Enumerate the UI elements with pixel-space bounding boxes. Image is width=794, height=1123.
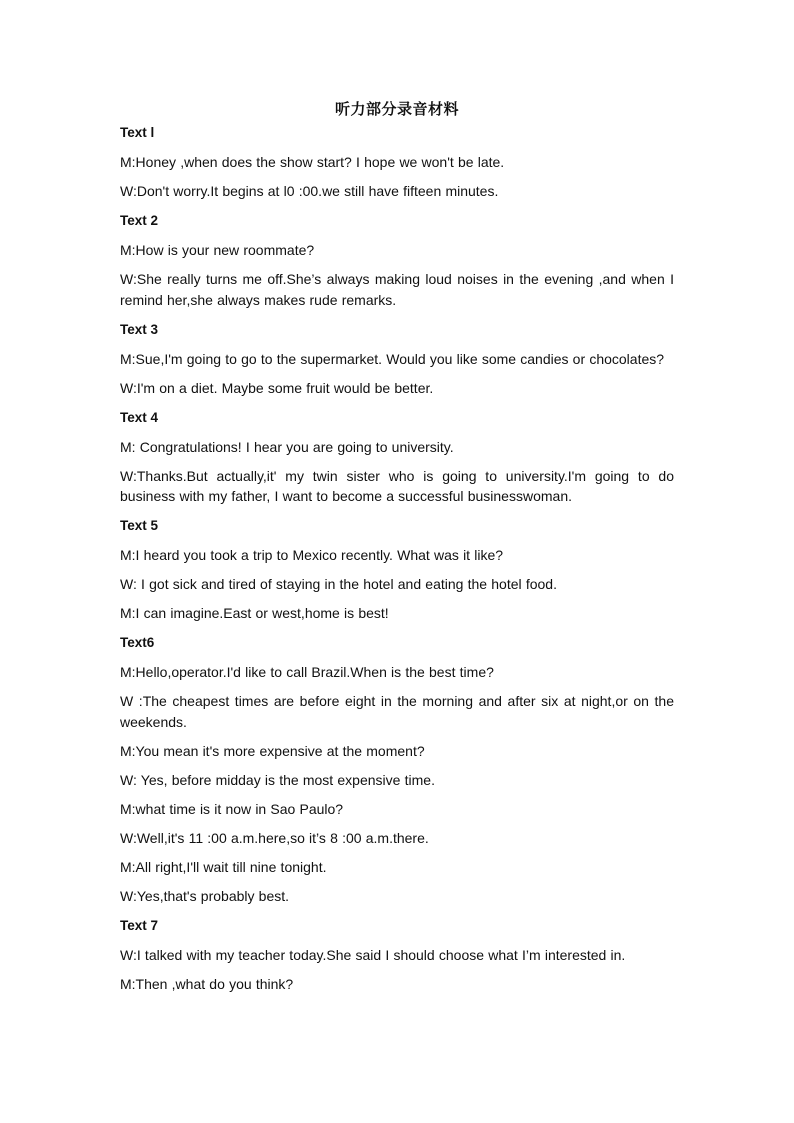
- dialogue-line: W:She really turns me off.She’s always making loud noises in the evening ,and when I remind her,she always makes rude remarks.: [120, 271, 674, 308]
- dialogue-line: W:Don't worry.It begins at l0 :00.we still have fifteen minutes.: [120, 183, 499, 199]
- dialogue-line: W:Yes,that's probably best.: [120, 887, 290, 904]
- dialogue-line: W: I got sick and tired of staying in the hotel and eating the hotel food.: [120, 576, 557, 592]
- dialogue-line: W:I talked with my teacher today.She said I should choose what I’m interested in.: [120, 946, 626, 963]
- document-title: 听力部分录音材料: [334, 100, 459, 118]
- dialogue-line: M:You mean it's more expensive at the moment?: [120, 742, 425, 759]
- section-heading: Text6: [120, 635, 155, 650]
- dialogue-line: W: Yes, before midday is the most expensive time.: [120, 771, 435, 788]
- dialogue-line: M:Then ,what do you think?: [120, 975, 294, 992]
- dialogue-line: M:what time is it now in Sao Paulo?: [120, 800, 344, 817]
- dialogue-line: M: Congratulations! I hear you are going to university.: [120, 438, 454, 455]
- section-heading: Text 4: [120, 409, 159, 425]
- section-heading: Text l: [120, 125, 155, 140]
- dialogue-line: W:I'm on a diet. Maybe some fruit would be better.: [120, 379, 434, 396]
- transcript-body: [120, 122, 674, 1003]
- dialogue-line: M:I heard you took a trip to Mexico recently. What was it like?: [120, 547, 504, 563]
- dialogue-line: W :The cheapest times are before eight in the morning and after six at night,or on the weekends.: [120, 693, 674, 730]
- dialogue-line: M:I can imagine.East or west,home is best!: [120, 605, 389, 621]
- dialogue-line: M:Honey ,when does the show start? I hope we won't be late.: [120, 154, 505, 170]
- section-heading: Text 3: [120, 321, 159, 337]
- section-heading: Text 2: [120, 213, 159, 228]
- dialogue-line: M:How is your new roommate?: [120, 242, 315, 258]
- dialogue-line: W:Well,it's 11 :00 a.m.here,so it’s 8 :00 a.m.there.: [120, 829, 429, 846]
- dialogue-line: M:Hello,operator.I'd like to call Brazil.When is the best time?: [120, 664, 494, 680]
- section-heading: Text 7: [120, 917, 159, 933]
- dialogue-line: M:All right,I'll wait till nine tonight.: [120, 858, 327, 875]
- dialogue-line: W:Thanks.But actually,it' my twin sister who is going to university.I'm going to do business with my father, I want to become a successful businesswoman.: [120, 467, 674, 504]
- dialogue-line: M:Sue,I'm going to go to the supermarket. Would you like some candies or chocolates?: [120, 350, 665, 367]
- section-heading: Text 5: [120, 518, 159, 533]
